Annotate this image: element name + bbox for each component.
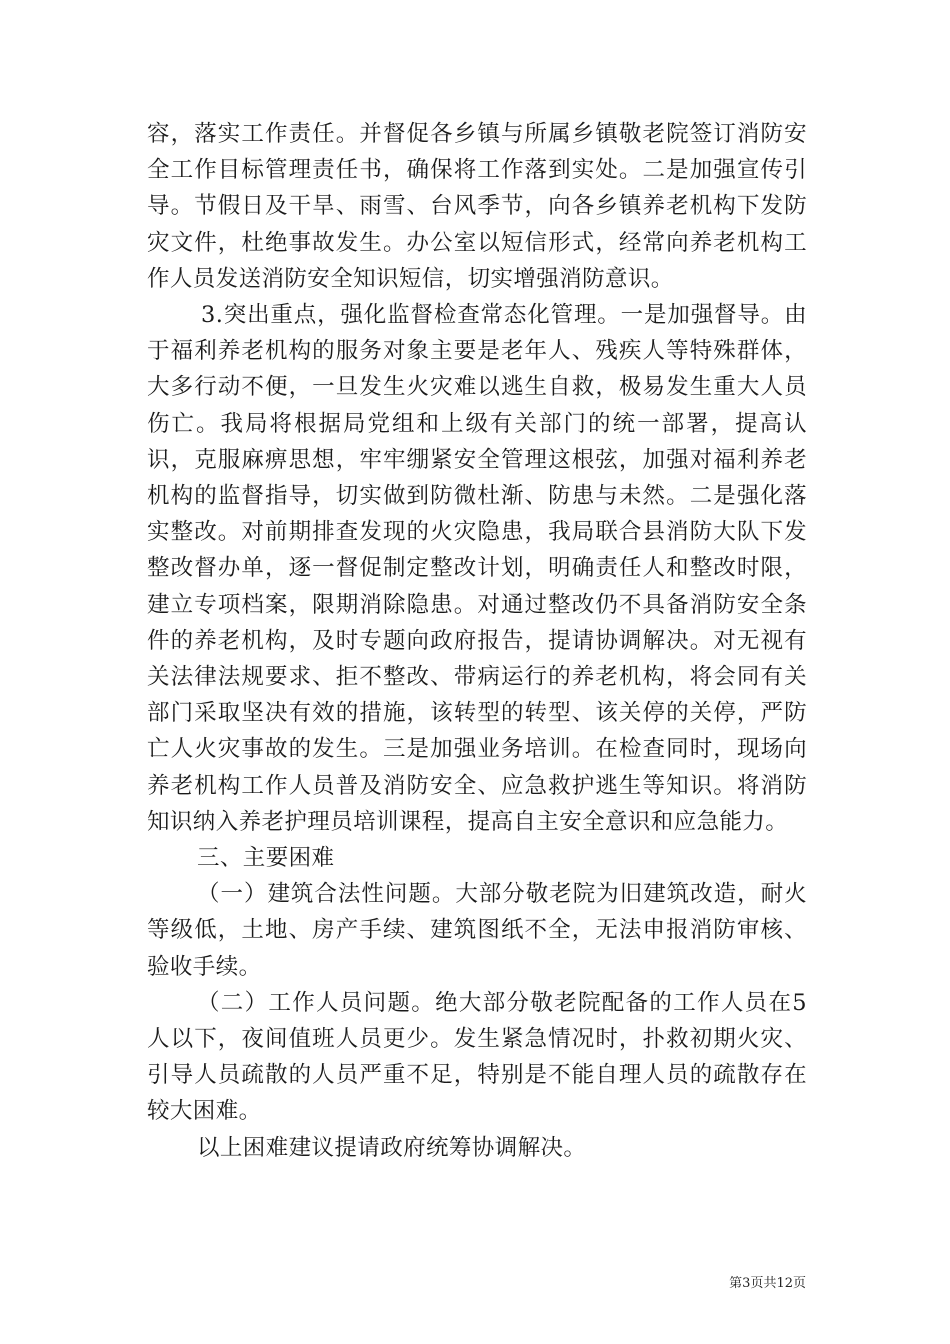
paragraph-staffing-issue: （二）工作人员问题。绝大部分敬老院配备的工作人员在5人以下，夜间值班人员更少。发生紧急情况时，扑救初期火灾、引导人员疏散的人员严重不足，特别是不能自理人员的疏散存在较大困难。 (147, 989, 807, 1125)
section-heading-main-difficulties: 三、主要困难 (197, 845, 335, 872)
paragraph-continuation: 容，落实工作责任。并督促各乡镇与所属乡镇敬老院签订消防安全工作目标管理责任书，确保将工作落到实处。二是加强宣传引导。节假日及干旱、雨雪、台风季节，向各乡镇养老机构下发防灾文件，杜绝事故发生。办公室以短信形式，经常向养老机构工作人员发送消防安全知识短信，切实增强消防意识。 (147, 121, 807, 292)
paragraph-focus-supervision: 3.突出重点，强化监督检查常态化管理。一是加强督导。由于福利养老机构的服务对象主要是老年人、残疾人等特殊群体，大多行动不便，一旦发生火灾难以逃生自救，极易发生重大人员伤亡。我局将根据局党组和上级有关部门的统一部署，提高认识，克服麻痹思想，牢牢绷紧安全管理这根弦，加强对福利养老机构的监督指导，切实做到防微杜渐、防患与未然。二是强化落实整改。对前期排查发现的火灾隐患，我局联合县消防大队下发整改督办单，逐一督促制定整改计划，明确责任人和整改时限，建立专项档案，限期消除隐患。对通过整改仍不具备消防安全条件的养老机构，及时专题向政府报告，提请协调解决。对无视有关法律法规要求、拒不整改、带病运行的养老机构，将会同有关部门采取坚决有效的措施，该转型的转型、该关停的关停，严防亡人火灾事故的发生。三是加强业务培训。在检查同时，现场向养老机构工作人员普及消防安全、应急救护逃生等知识。将消防知识纳入养老护理员培训课程，提高自主安全意识和应急能力。 (147, 302, 807, 835)
document-body (147, 116, 807, 1166)
paragraph-building-legality: （一）建筑合法性问题。大部分敬老院为旧建筑改造，耐火等级低，土地、房产手续、建筑图纸不全，无法申报消防审核、验收手续。 (147, 881, 807, 980)
page-number-footer: 第3页共12页 (729, 1276, 806, 1291)
paragraph-conclusion: 以上困难建议提请政府统筹协调解决。 (197, 1134, 587, 1161)
